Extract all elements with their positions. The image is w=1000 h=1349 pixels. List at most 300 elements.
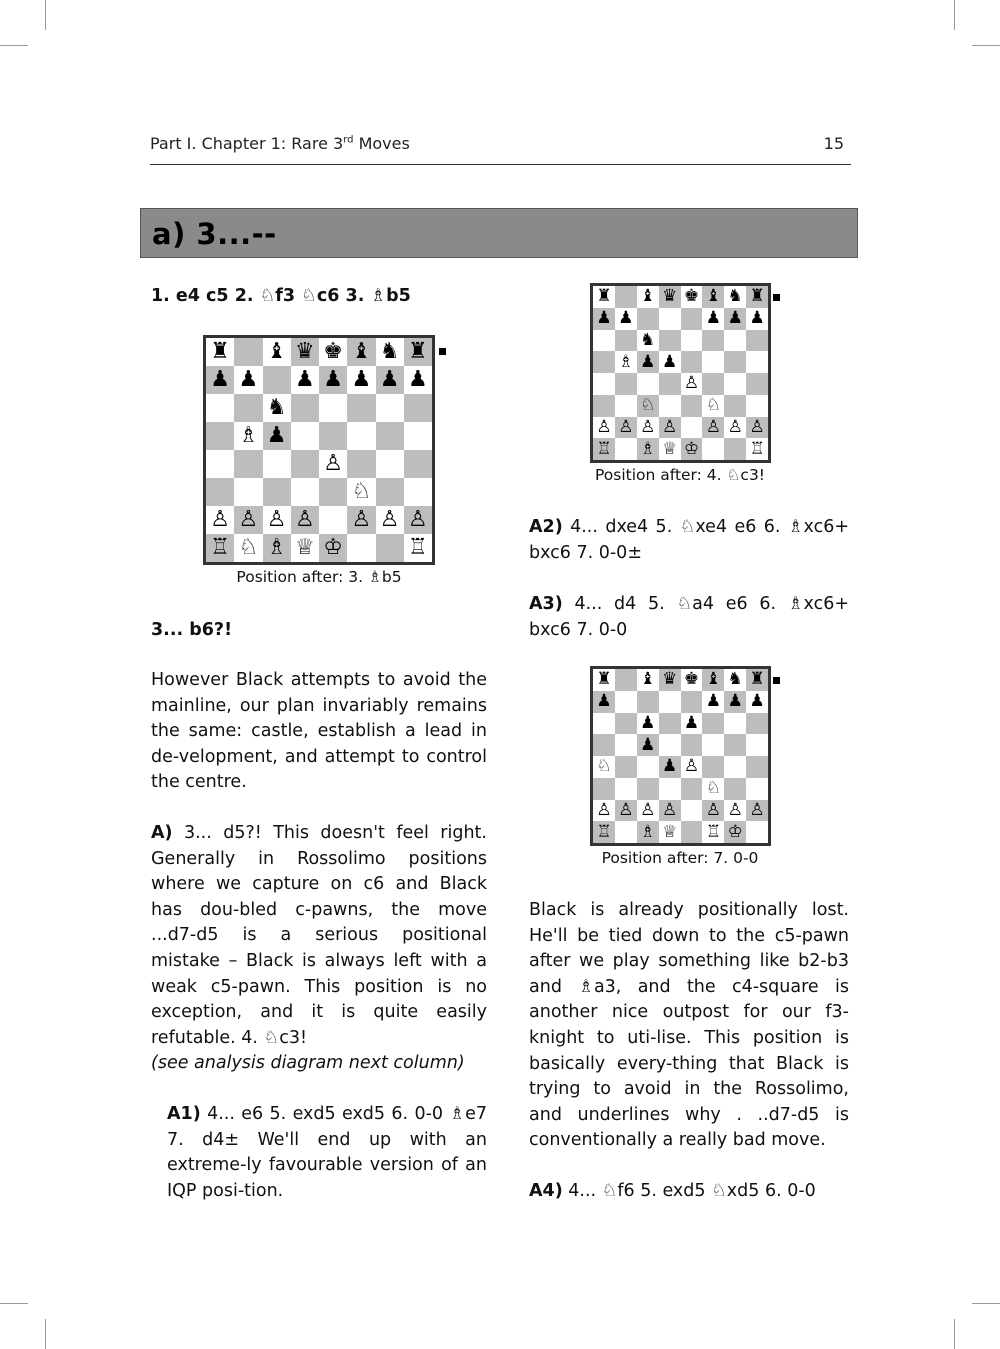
line-a3: A3) 4... d4 5. ♘a4 e6 6. ♗xc6+ bxc6 7. 0-0 (529, 594, 849, 640)
square-d5 (659, 734, 681, 756)
square-h1 (746, 821, 768, 843)
white-pawn-icon: ♙ (705, 416, 721, 437)
square-d1 (659, 821, 681, 843)
black-pawn-icon: ♟ (379, 367, 400, 392)
chapter-title: Part I. Chapter 1: Rare 3rd Moves (150, 134, 410, 153)
section-title: a) 3...-- (152, 217, 277, 251)
square-d3 (659, 395, 681, 417)
white-pawn-icon: ♙ (379, 507, 400, 532)
line-a2: A2) 4... dxe4 5. ♘xe4 e6 6. ♗xc6+ bxc6 7. 0-0± (529, 517, 849, 563)
square-h3 (746, 395, 768, 417)
square-g7 (376, 366, 404, 394)
black-pawn-icon: ♟ (238, 367, 259, 392)
square-b5 (615, 734, 637, 756)
square-h3 (746, 778, 768, 800)
white-knight-icon: ♘ (640, 395, 656, 416)
black-knight-icon: ♞ (727, 286, 743, 307)
square-g8 (724, 669, 746, 691)
black-pawn-icon: ♟ (727, 308, 743, 329)
square-h1 (404, 534, 432, 562)
square-c4 (637, 373, 659, 395)
square-a4 (206, 450, 234, 478)
square-c8 (637, 669, 659, 691)
square-c1 (637, 438, 659, 460)
white-rook-icon: ♖ (596, 438, 612, 459)
see-analysis-note: (see analysis diagram next column) (151, 1053, 465, 1073)
square-e1 (681, 821, 703, 843)
square-d5 (659, 351, 681, 373)
white-king-icon: ♔ (323, 535, 343, 560)
square-g1 (376, 534, 404, 562)
page-number: 15 (823, 134, 844, 153)
square-f1 (347, 534, 375, 562)
square-b3 (615, 395, 637, 417)
white-pawn-icon: ♙ (266, 507, 287, 532)
square-d1 (659, 438, 681, 460)
square-f1 (702, 821, 724, 843)
square-c5 (637, 351, 659, 373)
square-e6 (319, 394, 347, 422)
square-e4 (319, 450, 347, 478)
square-f4 (702, 373, 724, 395)
square-h6 (746, 330, 768, 352)
move-line: 1. e4 c5 2. ♘f3 ♘c6 3. ♗b5 (151, 286, 411, 306)
square-b8 (615, 669, 637, 691)
black-queen-icon: ♛ (661, 669, 678, 690)
square-e2 (681, 800, 703, 822)
chess-diagram (203, 335, 435, 565)
black-pawn-icon: ♟ (705, 308, 721, 329)
square-c1 (637, 821, 659, 843)
square-c7 (637, 308, 659, 330)
black-knight-icon: ♞ (727, 669, 743, 690)
square-f8 (347, 338, 375, 366)
square-g8 (724, 286, 746, 308)
black-bishop-icon: ♝ (266, 339, 287, 364)
square-f4 (347, 450, 375, 478)
square-g6 (376, 394, 404, 422)
square-h7 (746, 308, 768, 330)
black-bishop-icon: ♝ (640, 286, 656, 307)
white-pawn-icon: ♙ (210, 507, 230, 532)
square-e8 (681, 669, 703, 691)
square-b1 (615, 821, 637, 843)
black-to-move-marker (773, 677, 780, 684)
square-d7 (659, 308, 681, 330)
square-d6 (291, 394, 319, 422)
square-e1 (681, 438, 703, 460)
black-bishop-icon: ♝ (705, 286, 721, 307)
white-rook-icon: ♖ (749, 438, 765, 459)
white-pawn-icon: ♙ (683, 756, 700, 777)
black-knight-icon: ♞ (379, 339, 400, 364)
square-f3 (702, 778, 724, 800)
move-b6: 3... b6?! (151, 620, 233, 640)
square-b6 (615, 330, 637, 352)
line-label: A2) (529, 517, 563, 537)
black-bishop-icon: ♝ (351, 339, 372, 364)
line-label: A) (151, 823, 173, 843)
line-a4: A4) 4... ♘f6 5. exd5 ♘xd5 6. 0-0 (529, 1181, 816, 1201)
square-g3 (724, 778, 746, 800)
square-h6 (404, 394, 432, 422)
white-pawn-icon: ♙ (408, 507, 428, 532)
square-f7 (702, 691, 724, 713)
square-g3 (724, 395, 746, 417)
square-a3 (593, 778, 615, 800)
square-h3 (404, 478, 432, 506)
black-pawn-icon: ♟ (749, 691, 765, 712)
square-e4 (681, 756, 703, 778)
square-b4 (615, 373, 637, 395)
square-h8 (404, 338, 432, 366)
black-pawn-icon: ♟ (618, 308, 634, 329)
square-c3 (637, 395, 659, 417)
square-d1 (291, 534, 319, 562)
square-b4 (234, 450, 262, 478)
white-pawn-icon: ♙ (661, 799, 678, 820)
square-a4 (593, 373, 615, 395)
square-c2 (637, 417, 659, 439)
square-d7 (659, 691, 681, 713)
square-h8 (746, 669, 768, 691)
header-rule (150, 164, 851, 165)
square-e3 (681, 395, 703, 417)
diagram-caption: Position after: 4. ♘c3! (594, 466, 766, 484)
square-b2 (615, 417, 637, 439)
square-c6 (263, 394, 291, 422)
square-a2 (206, 506, 234, 534)
white-pawn-icon: ♙ (640, 416, 656, 437)
square-a4 (593, 756, 615, 778)
white-rook-icon: ♖ (596, 821, 612, 842)
black-pawn-icon: ♟ (323, 367, 343, 392)
square-d2 (659, 417, 681, 439)
white-rook-icon: ♖ (705, 821, 721, 842)
crop-mark (45, 1319, 46, 1349)
black-pawn-icon: ♟ (727, 691, 743, 712)
square-a8 (593, 286, 615, 308)
crop-mark (0, 45, 28, 46)
black-bishop-icon: ♝ (705, 669, 721, 690)
square-h8 (746, 286, 768, 308)
black-pawn-icon: ♟ (683, 712, 700, 733)
white-bishop-icon: ♗ (640, 821, 656, 842)
white-knight-icon: ♘ (351, 479, 372, 504)
square-c7 (637, 691, 659, 713)
white-king-icon: ♔ (683, 438, 700, 459)
black-pawn-icon: ♟ (640, 712, 656, 733)
square-f4 (702, 756, 724, 778)
square-a3 (206, 478, 234, 506)
square-f1 (702, 438, 724, 460)
square-h4 (404, 450, 432, 478)
square-c8 (263, 338, 291, 366)
white-pawn-icon: ♙ (640, 799, 656, 820)
crop-mark (0, 1303, 28, 1304)
white-queen-icon: ♕ (661, 821, 678, 842)
square-a7 (206, 366, 234, 394)
square-e2 (681, 417, 703, 439)
square-e6 (681, 713, 703, 735)
square-h6 (746, 713, 768, 735)
square-g4 (376, 450, 404, 478)
square-g1 (724, 438, 746, 460)
square-d8 (291, 338, 319, 366)
black-pawn-icon: ♟ (210, 367, 230, 392)
paragraph-intro: However Black attempts to avoid the mainline, our plan invariably remains the same: castle, establish a lead in de-velopment, and attempt to control the centre. (151, 670, 487, 793)
square-g5 (724, 734, 746, 756)
black-rook-icon: ♜ (749, 669, 765, 690)
square-a1 (593, 438, 615, 460)
black-knight-icon: ♞ (640, 329, 656, 350)
square-b5 (615, 351, 637, 373)
square-g6 (724, 330, 746, 352)
white-knight-icon: ♘ (705, 395, 721, 416)
black-pawn-icon: ♟ (661, 756, 678, 777)
black-pawn-icon: ♟ (408, 367, 428, 392)
square-e8 (681, 286, 703, 308)
square-d4 (291, 450, 319, 478)
square-f7 (347, 366, 375, 394)
square-c2 (263, 506, 291, 534)
white-pawn-icon: ♙ (705, 799, 721, 820)
square-e4 (681, 373, 703, 395)
crop-mark (954, 1319, 955, 1349)
square-g1 (724, 821, 746, 843)
square-d8 (659, 669, 681, 691)
black-rook-icon: ♜ (408, 339, 428, 364)
square-c3 (637, 778, 659, 800)
white-knight-icon: ♘ (705, 778, 721, 799)
square-f7 (702, 308, 724, 330)
white-pawn-icon: ♙ (618, 416, 634, 437)
square-b8 (615, 286, 637, 308)
black-pawn-icon: ♟ (640, 734, 656, 755)
square-g3 (376, 478, 404, 506)
white-knight-icon: ♘ (238, 535, 259, 560)
square-b3 (615, 778, 637, 800)
white-pawn-icon: ♙ (351, 507, 372, 532)
square-h5 (746, 351, 768, 373)
square-b8 (234, 338, 262, 366)
square-b7 (234, 366, 262, 394)
square-d4 (659, 373, 681, 395)
square-g8 (376, 338, 404, 366)
white-bishop-icon: ♗ (640, 438, 656, 459)
square-a8 (206, 338, 234, 366)
square-f8 (702, 286, 724, 308)
square-a3 (593, 395, 615, 417)
square-d6 (659, 713, 681, 735)
white-bishop-icon: ♗ (618, 351, 634, 372)
black-knight-icon: ♞ (266, 395, 287, 420)
square-d7 (291, 366, 319, 394)
square-b7 (615, 691, 637, 713)
white-bishop-icon: ♗ (266, 535, 287, 560)
black-queen-icon: ♛ (661, 286, 678, 307)
square-a7 (593, 308, 615, 330)
white-king-icon: ♔ (727, 821, 743, 842)
black-pawn-icon: ♟ (661, 351, 678, 372)
black-pawn-icon: ♟ (596, 691, 612, 712)
square-b7 (615, 308, 637, 330)
square-h4 (746, 373, 768, 395)
black-king-icon: ♚ (683, 669, 700, 690)
black-pawn-icon: ♟ (351, 367, 372, 392)
square-c4 (637, 756, 659, 778)
square-e7 (319, 366, 347, 394)
black-pawn-icon: ♟ (640, 351, 656, 372)
black-pawn-icon: ♟ (266, 423, 287, 448)
white-pawn-icon: ♙ (749, 799, 765, 820)
black-rook-icon: ♜ (749, 286, 765, 307)
square-f2 (702, 417, 724, 439)
white-pawn-icon: ♙ (749, 416, 765, 437)
white-pawn-icon: ♙ (596, 416, 612, 437)
square-f2 (702, 800, 724, 822)
square-c5 (637, 734, 659, 756)
white-pawn-icon: ♙ (727, 416, 743, 437)
white-queen-icon: ♕ (661, 438, 678, 459)
black-to-move-marker (773, 294, 780, 301)
paragraph-conclusion: Black is already positionally lost. He'll be tied down to the c5-pawn after we play something like b2-b3 and ♗a3, and the c4-square is another nice outpost for our f3-knight to uti-lise. This position is basically every-thing that Black is trying to avoid in the Rossolimo, and underlines why . ..d7-d5 is conventionally a really bad move. (529, 900, 849, 1151)
square-g2 (724, 800, 746, 822)
crop-mark (972, 1303, 1000, 1304)
square-f6 (702, 713, 724, 735)
square-e5 (681, 734, 703, 756)
square-a6 (593, 713, 615, 735)
square-e6 (681, 330, 703, 352)
white-pawn-icon: ♙ (683, 373, 700, 394)
square-d3 (291, 478, 319, 506)
square-e3 (319, 478, 347, 506)
white-pawn-icon: ♙ (618, 799, 634, 820)
white-pawn-icon: ♙ (323, 451, 343, 476)
square-e8 (319, 338, 347, 366)
white-rook-icon: ♖ (408, 535, 428, 560)
black-rook-icon: ♜ (596, 669, 612, 690)
white-pawn-icon: ♙ (596, 799, 612, 820)
square-e3 (681, 778, 703, 800)
square-h2 (404, 506, 432, 534)
white-pawn-icon: ♙ (295, 507, 315, 532)
black-to-move-marker (439, 348, 446, 355)
square-g5 (724, 351, 746, 373)
square-f3 (347, 478, 375, 506)
white-pawn-icon: ♙ (238, 507, 259, 532)
square-f6 (702, 330, 724, 352)
square-c1 (263, 534, 291, 562)
square-d2 (291, 506, 319, 534)
square-d5 (291, 422, 319, 450)
square-a6 (593, 330, 615, 352)
line-label: A1) (167, 1104, 201, 1124)
chess-diagram (590, 283, 771, 463)
black-king-icon: ♚ (683, 286, 700, 307)
line-a1: A1) 4... e6 5. exd5 exd5 6. 0-0 ♗e7 7. d4± We'll end up with an extreme-ly favourable version of an IQP posi-tion. (167, 1104, 487, 1201)
square-a5 (206, 422, 234, 450)
white-pawn-icon: ♙ (727, 799, 743, 820)
black-bishop-icon: ♝ (640, 669, 656, 690)
square-c5 (263, 422, 291, 450)
square-e1 (319, 534, 347, 562)
white-queen-icon: ♕ (295, 535, 315, 560)
square-a5 (593, 734, 615, 756)
crop-mark (972, 45, 1000, 46)
chess-diagram (590, 666, 771, 846)
square-c7 (263, 366, 291, 394)
square-f8 (702, 669, 724, 691)
square-g6 (724, 713, 746, 735)
square-a1 (206, 534, 234, 562)
square-b2 (234, 506, 262, 534)
square-g7 (724, 691, 746, 713)
square-b6 (615, 713, 637, 735)
section-banner (140, 208, 858, 258)
black-king-icon: ♚ (323, 339, 343, 364)
line-a: A) 3... d5?! This doesn't feel right. Generally in Rossolimo positions where we capture on c6 and Black has dou-bled c-pawns, the move ...d7-d5 is a serious positional mistake – Black is always left with a weak c5-pawn. This position is no exception, and it is quite easily refutable. 4. ♘c3! (151, 823, 487, 1048)
black-pawn-icon: ♟ (749, 308, 765, 329)
square-f3 (702, 395, 724, 417)
line-label: A4) (529, 1181, 563, 1201)
square-b4 (615, 756, 637, 778)
square-d2 (659, 800, 681, 822)
square-a2 (593, 417, 615, 439)
square-c8 (637, 286, 659, 308)
diagram-caption: Position after: 3. ♗b5 (236, 568, 402, 586)
square-f5 (702, 734, 724, 756)
square-b3 (234, 478, 262, 506)
square-g4 (724, 373, 746, 395)
square-c6 (637, 713, 659, 735)
white-rook-icon: ♖ (210, 535, 230, 560)
white-bishop-icon: ♗ (238, 423, 259, 448)
square-a8 (593, 669, 615, 691)
black-pawn-icon: ♟ (295, 367, 315, 392)
square-g7 (724, 308, 746, 330)
square-e7 (681, 691, 703, 713)
square-h7 (404, 366, 432, 394)
square-d8 (659, 286, 681, 308)
black-pawn-icon: ♟ (705, 691, 721, 712)
square-c2 (637, 800, 659, 822)
square-b1 (615, 438, 637, 460)
square-d4 (659, 756, 681, 778)
square-b6 (234, 394, 262, 422)
square-g2 (376, 506, 404, 534)
square-f5 (702, 351, 724, 373)
square-h2 (746, 800, 768, 822)
square-g5 (376, 422, 404, 450)
square-g2 (724, 417, 746, 439)
square-f2 (347, 506, 375, 534)
square-e5 (319, 422, 347, 450)
square-b2 (615, 800, 637, 822)
white-pawn-icon: ♙ (661, 416, 678, 437)
square-e2 (319, 506, 347, 534)
square-a2 (593, 800, 615, 822)
square-b1 (234, 534, 262, 562)
square-a1 (593, 821, 615, 843)
square-h5 (404, 422, 432, 450)
square-d6 (659, 330, 681, 352)
square-c6 (637, 330, 659, 352)
black-queen-icon: ♛ (295, 339, 315, 364)
line-label: A3) (529, 594, 563, 614)
square-c3 (263, 478, 291, 506)
square-h2 (746, 417, 768, 439)
